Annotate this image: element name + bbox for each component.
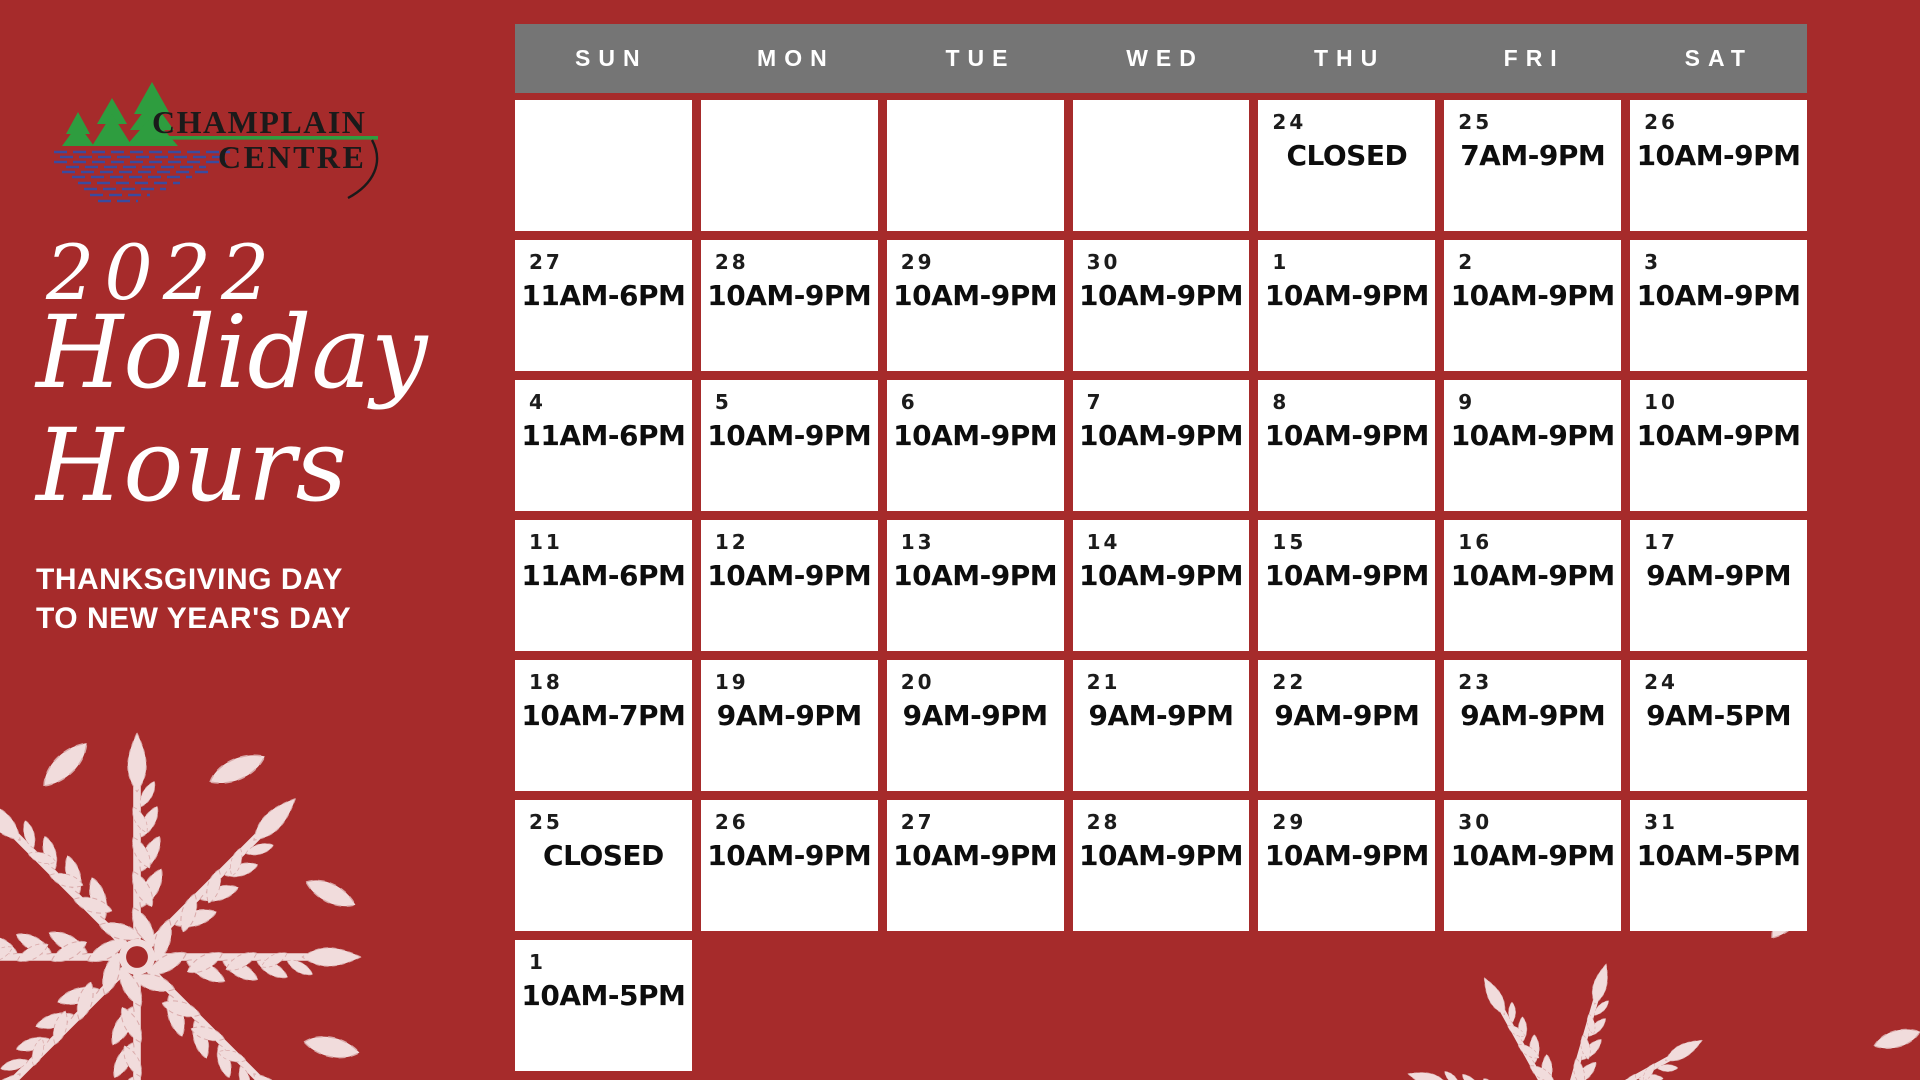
date-number: 25 [1458,110,1493,134]
title-line-hours: Hours [36,407,347,524]
calendar-cell [1444,240,1621,371]
hours-text: 10AM-9PM [893,279,1058,312]
empty-slot [1444,940,1621,1071]
calendar-cell [515,240,692,371]
calendar-cell [887,380,1064,511]
date-number: 14 [1086,530,1121,554]
date-number: 28 [714,250,749,274]
calendar-cell [1258,520,1435,651]
weekday-label: WED [1126,45,1204,71]
calendar-cell [1073,380,1250,511]
calendar-cell [515,660,692,791]
hours-text: 10AM-9PM [893,559,1058,592]
date-number: 7 [1086,390,1104,414]
calendar-cell [1258,380,1435,511]
date-number: 13 [900,530,935,554]
date-number [1073,100,1250,111]
calendar-cell [701,660,878,791]
hours-text: 10AM-9PM [1264,279,1429,312]
date-number: 30 [1458,810,1493,834]
date-number [701,100,878,111]
hours-text: 10AM-5PM [521,979,686,1012]
date-number: 12 [714,530,749,554]
water-reflection-icon [54,152,230,201]
date-number: 18 [529,670,563,694]
date-number: 21 [1086,670,1121,694]
date-number: 30 [1086,250,1121,274]
hours-text: 10AM-9PM [1636,419,1801,452]
calendar-cell [1073,240,1250,371]
weekday-label: SAT [1684,45,1753,71]
calendar-cell [701,520,878,651]
hours-text: 10AM-9PM [893,839,1058,872]
logo-text-centre: CENTRE [218,139,367,175]
date-range-subtitle [36,560,351,638]
date-number: 22 [1272,670,1307,694]
calendar-cell [1258,800,1435,931]
date-number: 31 [1644,810,1678,834]
weekday-label: MON [757,45,835,71]
calendar-cell [515,520,692,651]
date-number [515,100,692,111]
hours-text: 9AM-5PM [1646,699,1792,732]
date-number: 16 [1458,530,1493,554]
calendar-cell [1258,100,1435,231]
hours-text: 9AM-9PM [716,699,862,732]
calendar-cell-blank [515,100,692,231]
date-number: 29 [900,250,935,274]
calendar-cell [1630,660,1807,791]
subtitle-line-2: TO NEW YEAR'S DAY [36,602,352,635]
empty-slot [1073,940,1250,1071]
calendar-cell [1630,520,1807,651]
hours-text: CLOSED [1286,139,1408,172]
hours-text: 10AM-9PM [1078,419,1243,452]
date-number: 26 [1644,110,1678,134]
hours-text: CLOSED [543,839,664,872]
date-number: 27 [529,250,563,274]
calendar-cell-blank [1073,100,1250,231]
calendar-cell [1073,800,1250,931]
hours-text: 10AM-9PM [1450,279,1615,312]
date-number: 11 [529,530,563,554]
calendar-cell [515,380,692,511]
hours-text: 9AM-9PM [1274,699,1420,732]
year-title: 2022 [46,228,280,317]
calendar-cell [887,520,1064,651]
calendar-cell [1444,800,1621,931]
calendar-cell [1073,660,1250,791]
weekday-header-row [515,24,1807,93]
hours-text: 10AM-7PM [521,699,686,732]
empty-slot [1258,940,1435,1071]
hours-text: 10AM-9PM [707,839,872,872]
date-number: 24 [1272,110,1307,134]
hours-text: 10AM-9PM [1636,279,1801,312]
date-number: 17 [1644,530,1678,554]
calendar-cell [701,380,878,511]
empty-slot [887,940,1064,1071]
hours-text: 10AM-9PM [1450,839,1615,872]
date-number: 19 [714,670,749,694]
holiday-hours-title [36,296,428,522]
date-number: 25 [529,810,563,834]
date-number: 20 [900,670,935,694]
empty-slot [1630,940,1807,1071]
hours-text: 10AM-9PM [1636,139,1801,172]
hours-text: 11AM-6PM [521,559,686,592]
date-number: 8 [1272,390,1290,414]
date-number: 5 [714,390,732,414]
hours-text: 10AM-9PM [1078,559,1243,592]
calendar-cell-blank [701,100,878,231]
hours-text: 10AM-9PM [707,279,872,312]
hours-text: 11AM-6PM [521,279,686,312]
date-number: 1 [1272,250,1290,274]
calendar-cell [515,940,692,1071]
hours-text: 10AM-9PM [1450,419,1615,452]
hours-text: 10AM-9PM [1078,279,1243,312]
weekday-label: TUE [945,45,1016,71]
hours-text: 10AM-9PM [893,419,1058,452]
calendar-cell [1258,660,1435,791]
date-number: 27 [900,810,935,834]
date-number: 2 [1458,250,1476,274]
calendar-cell [887,800,1064,931]
calendar-cell [515,800,692,931]
calendar-cell [1444,100,1621,231]
hours-text: 9AM-9PM [1088,699,1234,732]
floating-leaves-left [35,738,361,1065]
hours-text: 10AM-9PM [707,559,872,592]
weekday-label: FRI [1503,45,1565,71]
calendar-cell [701,800,878,931]
hours-text: 10AM-9PM [1264,419,1429,452]
subtitle-line-1: THANKSGIVING DAY [36,563,343,596]
date-number: 3 [1644,250,1662,274]
hours-text: 10AM-9PM [1078,839,1243,872]
calendar-cell [887,240,1064,371]
calendar-cell [701,240,878,371]
date-number: 1 [529,950,546,974]
hours-text: 7AM-9PM [1460,139,1606,172]
empty-slot [701,940,878,1071]
hours-text: 9AM-9PM [1646,559,1792,592]
title-line-holiday: Holiday [36,294,428,411]
date-number: 24 [1644,670,1678,694]
date-number: 10 [1644,390,1678,414]
hours-text: 10AM-9PM [1450,559,1615,592]
date-number: 29 [1272,810,1307,834]
champlain-centre-logo [50,76,382,208]
date-number: 15 [1272,530,1307,554]
date-number: 26 [714,810,749,834]
date-number [887,100,1064,111]
date-number: 9 [1458,390,1476,414]
hours-text: 11AM-6PM [521,419,686,452]
hours-text: 10AM-5PM [1636,839,1801,872]
snowflake-left [0,733,361,1080]
weekday-label: SUN [575,45,648,71]
date-number: 28 [1086,810,1121,834]
calendar-cell [1630,380,1807,511]
calendar-cell [1630,240,1807,371]
calendar-cell [1444,520,1621,651]
hours-text: 9AM-9PM [1460,699,1606,732]
hours-text: 10AM-9PM [707,419,872,452]
calendar-grid [515,100,1807,1071]
calendar-cell [1258,240,1435,371]
date-number: 4 [529,390,546,414]
calendar-cell [887,660,1064,791]
hours-text: 10AM-9PM [1264,559,1429,592]
weekday-label: THU [1313,45,1386,71]
calendar-cell [1444,380,1621,511]
date-number: 6 [900,390,918,414]
calendar-cell [1630,100,1807,231]
calendar-cell [1073,520,1250,651]
calendar-cell [1444,660,1621,791]
logo-text-champlain: CHAMPLAIN [152,104,367,140]
date-number: 23 [1458,670,1493,694]
calendar-cell-blank [887,100,1064,231]
calendar-cell [1630,800,1807,931]
hours-text: 10AM-9PM [1264,839,1429,872]
hours-text: 9AM-9PM [902,699,1048,732]
